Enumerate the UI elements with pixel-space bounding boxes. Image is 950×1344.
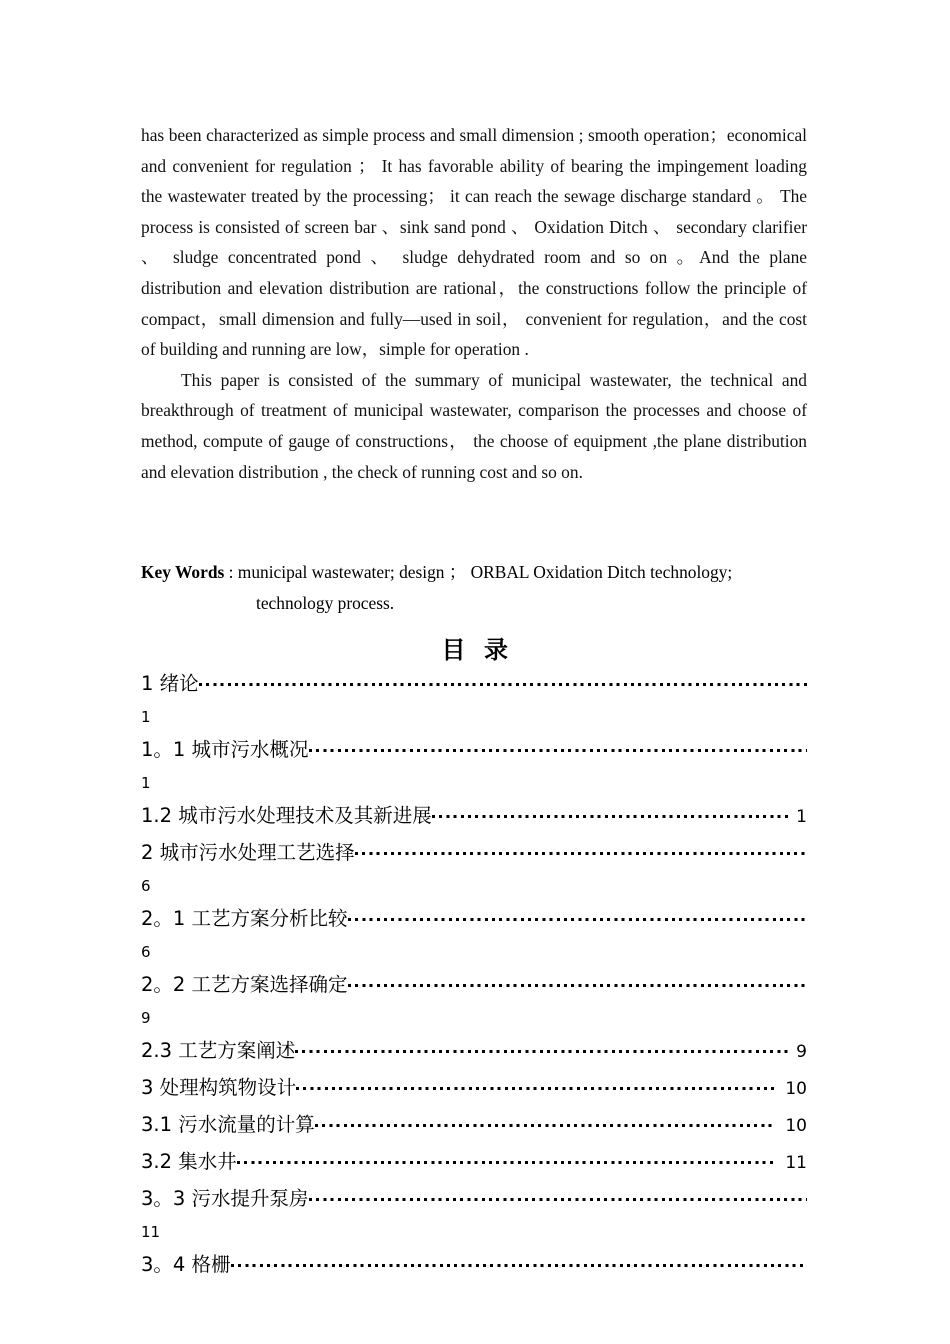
toc-entry-title: 3 处理构筑物设计 — [141, 1076, 297, 1099]
toc-entry-page: 1 — [796, 807, 807, 827]
toc-dot-leader — [237, 1149, 776, 1169]
toc-entry[interactable] — [141, 732, 807, 768]
toc-entry-page-wrapped: 1 — [141, 708, 151, 726]
toc-entry-title: 2。1 工艺方案分析比较 — [141, 907, 348, 930]
toc-entry-page-wrapped: 6 — [141, 943, 151, 961]
abstract-section — [141, 120, 807, 487]
toc-entry[interactable] — [141, 1033, 807, 1070]
toc-entry-title: 2。2 工艺方案选择确定 — [141, 973, 348, 996]
toc-entry[interactable] — [141, 1247, 807, 1283]
keywords-value-line-2: technology process. — [256, 592, 395, 613]
toc-entry-title: 1.2 城市污水处理技术及其新进展 — [141, 804, 432, 827]
toc-entry[interactable] — [141, 798, 807, 835]
toc-entry-title: 3.1 污水流量的计算 — [141, 1113, 315, 1136]
toc-dot-leader — [296, 1075, 775, 1095]
toc-dot-leader — [309, 1186, 807, 1206]
toc-entry[interactable] — [141, 666, 807, 702]
toc-dot-leader — [315, 1112, 776, 1132]
toc-heading-char-2: 录 — [484, 636, 509, 664]
toc-entry-page-wrapped: 11 — [141, 1223, 161, 1241]
toc-heading-char-1: 目 — [441, 636, 466, 664]
toc-entry-title: 3。3 污水提升泵房 — [141, 1187, 309, 1210]
toc-dot-leader — [295, 1038, 788, 1058]
toc-entry[interactable] — [141, 835, 807, 871]
toc-entry-page: 11 — [785, 1153, 807, 1173]
toc-entry-title: 2.3 工艺方案阐述 — [141, 1039, 296, 1062]
toc-entry-page-wrapped: 1 — [141, 774, 151, 792]
toc-dot-leader — [309, 737, 807, 757]
toc-entry[interactable] — [141, 1107, 807, 1144]
toc-dot-leader — [348, 906, 807, 926]
toc-entry-title: 1。1 城市污水概况 — [141, 738, 309, 761]
toc-entry-title: 3.2 集水井 — [141, 1150, 237, 1173]
toc-dot-leader — [199, 671, 807, 691]
toc-entry-page-wrapped: 6 — [141, 877, 151, 895]
keywords-value-line-1: : municipal wastewater; design ； ORBAL Oxidation Ditch technology; — [224, 562, 733, 582]
keywords-label: Key Words — [141, 562, 225, 582]
toc-entry-page: 9 — [796, 1042, 807, 1062]
toc-entry-page: 10 — [785, 1079, 807, 1099]
toc-entry[interactable] — [141, 901, 807, 937]
abstract-paragraph-2: This paper is consisted of the summary of municipal wastewater, the technical and breakthrough of treatment of municipal wastewater, comparison the processes and choose of method, compute of gauge of constructions， the choose of equipment ,the plane distribution and elevation distribution , the check of running cost and so on. — [141, 369, 807, 482]
abstract-paragraph-1: has been characterized as simple process and small dimension ; smooth operation；economical and convenient for regulation ； It has favorable ability of bearing the impingement loading the wastewater treated by the processing； it can reach the sewage discharge standard 。 The process is consisted of screen bar 、sink sand pond 、 Oxidation Ditch 、 secondary clarifier 、 sludge concentrated pond 、 sludge dehydrated room and so on 。And the plane distribution and elevation distribution are rational，the constructions follow the principle of compact，small dimension and fully—used in soil， convenient for regulation，and the cost of building and running are low，simple for operation . — [141, 125, 807, 360]
toc-entry[interactable] — [141, 1070, 807, 1107]
toc-entry[interactable] — [141, 1181, 807, 1217]
toc-dot-leader — [432, 803, 788, 823]
toc-dot-leader — [231, 1252, 807, 1272]
toc-entry-title: 3。4 格栅 — [141, 1253, 231, 1276]
toc-dot-leader — [355, 840, 807, 860]
toc-dot-leader — [348, 972, 807, 992]
toc-entry-page-wrapped: 9 — [141, 1009, 151, 1027]
keywords-section — [141, 557, 807, 618]
toc-entry-title: 2 城市污水处理工艺选择 — [141, 841, 355, 864]
toc-list — [141, 666, 807, 1283]
toc-entry-title: 1 绪论 — [141, 672, 199, 695]
toc-heading — [0, 630, 950, 665]
toc-entry[interactable] — [141, 1144, 807, 1181]
toc-entry-page: 10 — [785, 1116, 807, 1136]
toc-entry[interactable] — [141, 967, 807, 1003]
